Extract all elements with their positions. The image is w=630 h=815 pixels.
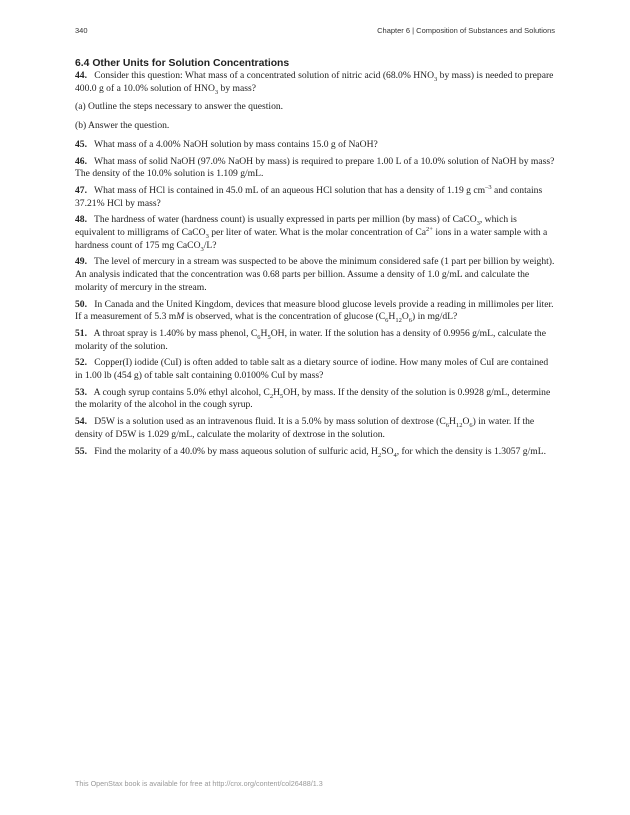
- problem-52: 52. Copper(I) iodide (CuI) is often added to table salt as a dietary source of iodine. How many moles of CuI are contained in 1.00 lb (454 g) of table salt containing 0.0100% CuI by mass?: [75, 357, 549, 382]
- problem-number: 54.: [75, 416, 87, 428]
- problem-49: 49. The level of mercury in a stream was suspected to be above the minimum considered safe (1 part per billion by weight). An analysis indicated that the concentration was 0.68 parts per billion. Assume a density of 1.0 g/mL and calculate the molarity of mercury in the stream.: [75, 256, 555, 293]
- problem-48: 48. The hardness of water (hardness count) is usually expressed in parts per million (by mass) of CaCO$_3$, which is equivalent to milligrams of CaCO$_3$ per liter of water. What is the molar concentration of $Ca^{2+}$ ions in a water sample with a hardness count of 175 mg CaCO$_3$/L?: [75, 214, 548, 253]
- problem-number: 45.: [75, 138, 87, 150]
- problem-number: 47.: [75, 184, 87, 196]
- problem-number: 51.: [75, 327, 87, 339]
- problem-45: 45. What mass of a 4.00% NaOH solution by mass contains 15.0 g of NaOH?: [75, 138, 378, 150]
- page-header: [75, 26, 555, 38]
- problem-number: 44.: [75, 70, 87, 81]
- problem-51: 51. A throat spray is 1.40% by mass phenol, $C_6H_5OH$, in water. If the solution has a density of 0.9956 g/mL, calculate the molarity of the solution.: [75, 327, 546, 352]
- problem-44: 44. Consider this question: What mass of a concentrated solution of nitric acid (68.0% $HNO_3$ by mass) is needed to prepare 400.0 g of a 10.0% solution of $HNO_3$ by mass?: [75, 70, 554, 96]
- running-title: Chapter 6 | Composition of Substances and Solutions: [377, 26, 555, 35]
- problem-50: 50. In Canada and the United Kingdom, devices that measure blood glucose levels provide a reading in millimoles per liter. If a measurement of 5.3 mM is observed, what is the concentration of glucose $(C_6H_{12}O_6)$ in mg/dL?: [75, 298, 554, 325]
- problem-number: 55.: [75, 445, 87, 457]
- problem-55: 55. Find the molarity of a 40.0% by mass aqueous solution of sulfuric acid, $H_2SO_4$, for which the density is 1.3057 g/mL.: [75, 445, 546, 459]
- problem-number: 46.: [75, 155, 87, 167]
- page-footer: This OpenStax book is available for free at http://cnx.org/content/col26488/1.3: [75, 779, 323, 788]
- problem-number: 50.: [75, 298, 87, 310]
- page-content: [75, 58, 557, 462]
- problem-47: 47. What mass of HCl is contained in 45.0 mL of an aqueous HCl solution that has a density of 1.19 g $cm^{-3}$ and contains 37.21% HCl by mass?: [75, 183, 543, 209]
- page-number: 340: [75, 26, 88, 35]
- problem-44-part-b: (b) Answer the question.: [75, 120, 170, 132]
- problem-number: 52.: [75, 357, 87, 369]
- problem-46: 46. What mass of solid NaOH (97.0% NaOH by mass) is required to prepare 1.00 L of a 10.0% solution of NaOH by mass? The density of the 10.0% solution is 1.109 g/mL.: [75, 155, 555, 180]
- problem-44-part-a: (a) Outline the steps necessary to answer the question.: [75, 101, 284, 113]
- problem-number: 48.: [75, 214, 87, 226]
- problem-53: 53. A cough syrup contains 5.0% ethyl alcohol, $C_2H_5OH$, by mass. If the density of the solution is 0.9928 g/mL, determine the molarity of the alcohol in the cough syrup.: [75, 386, 551, 411]
- problem-number: 49.: [75, 256, 87, 268]
- problem-number: 53.: [75, 386, 87, 398]
- section-heading: 6.4 Other Units for Solution Concentrations: [75, 58, 290, 69]
- problem-54: 54. D5W is a solution used as an intravenous fluid. It is a 5.0% by mass solution of dextrose $(C_6H_{12}O_6)$ in water. If the density of D5W is 1.029 g/mL, calculate the molarity of dextrose in the solution.: [75, 416, 535, 440]
